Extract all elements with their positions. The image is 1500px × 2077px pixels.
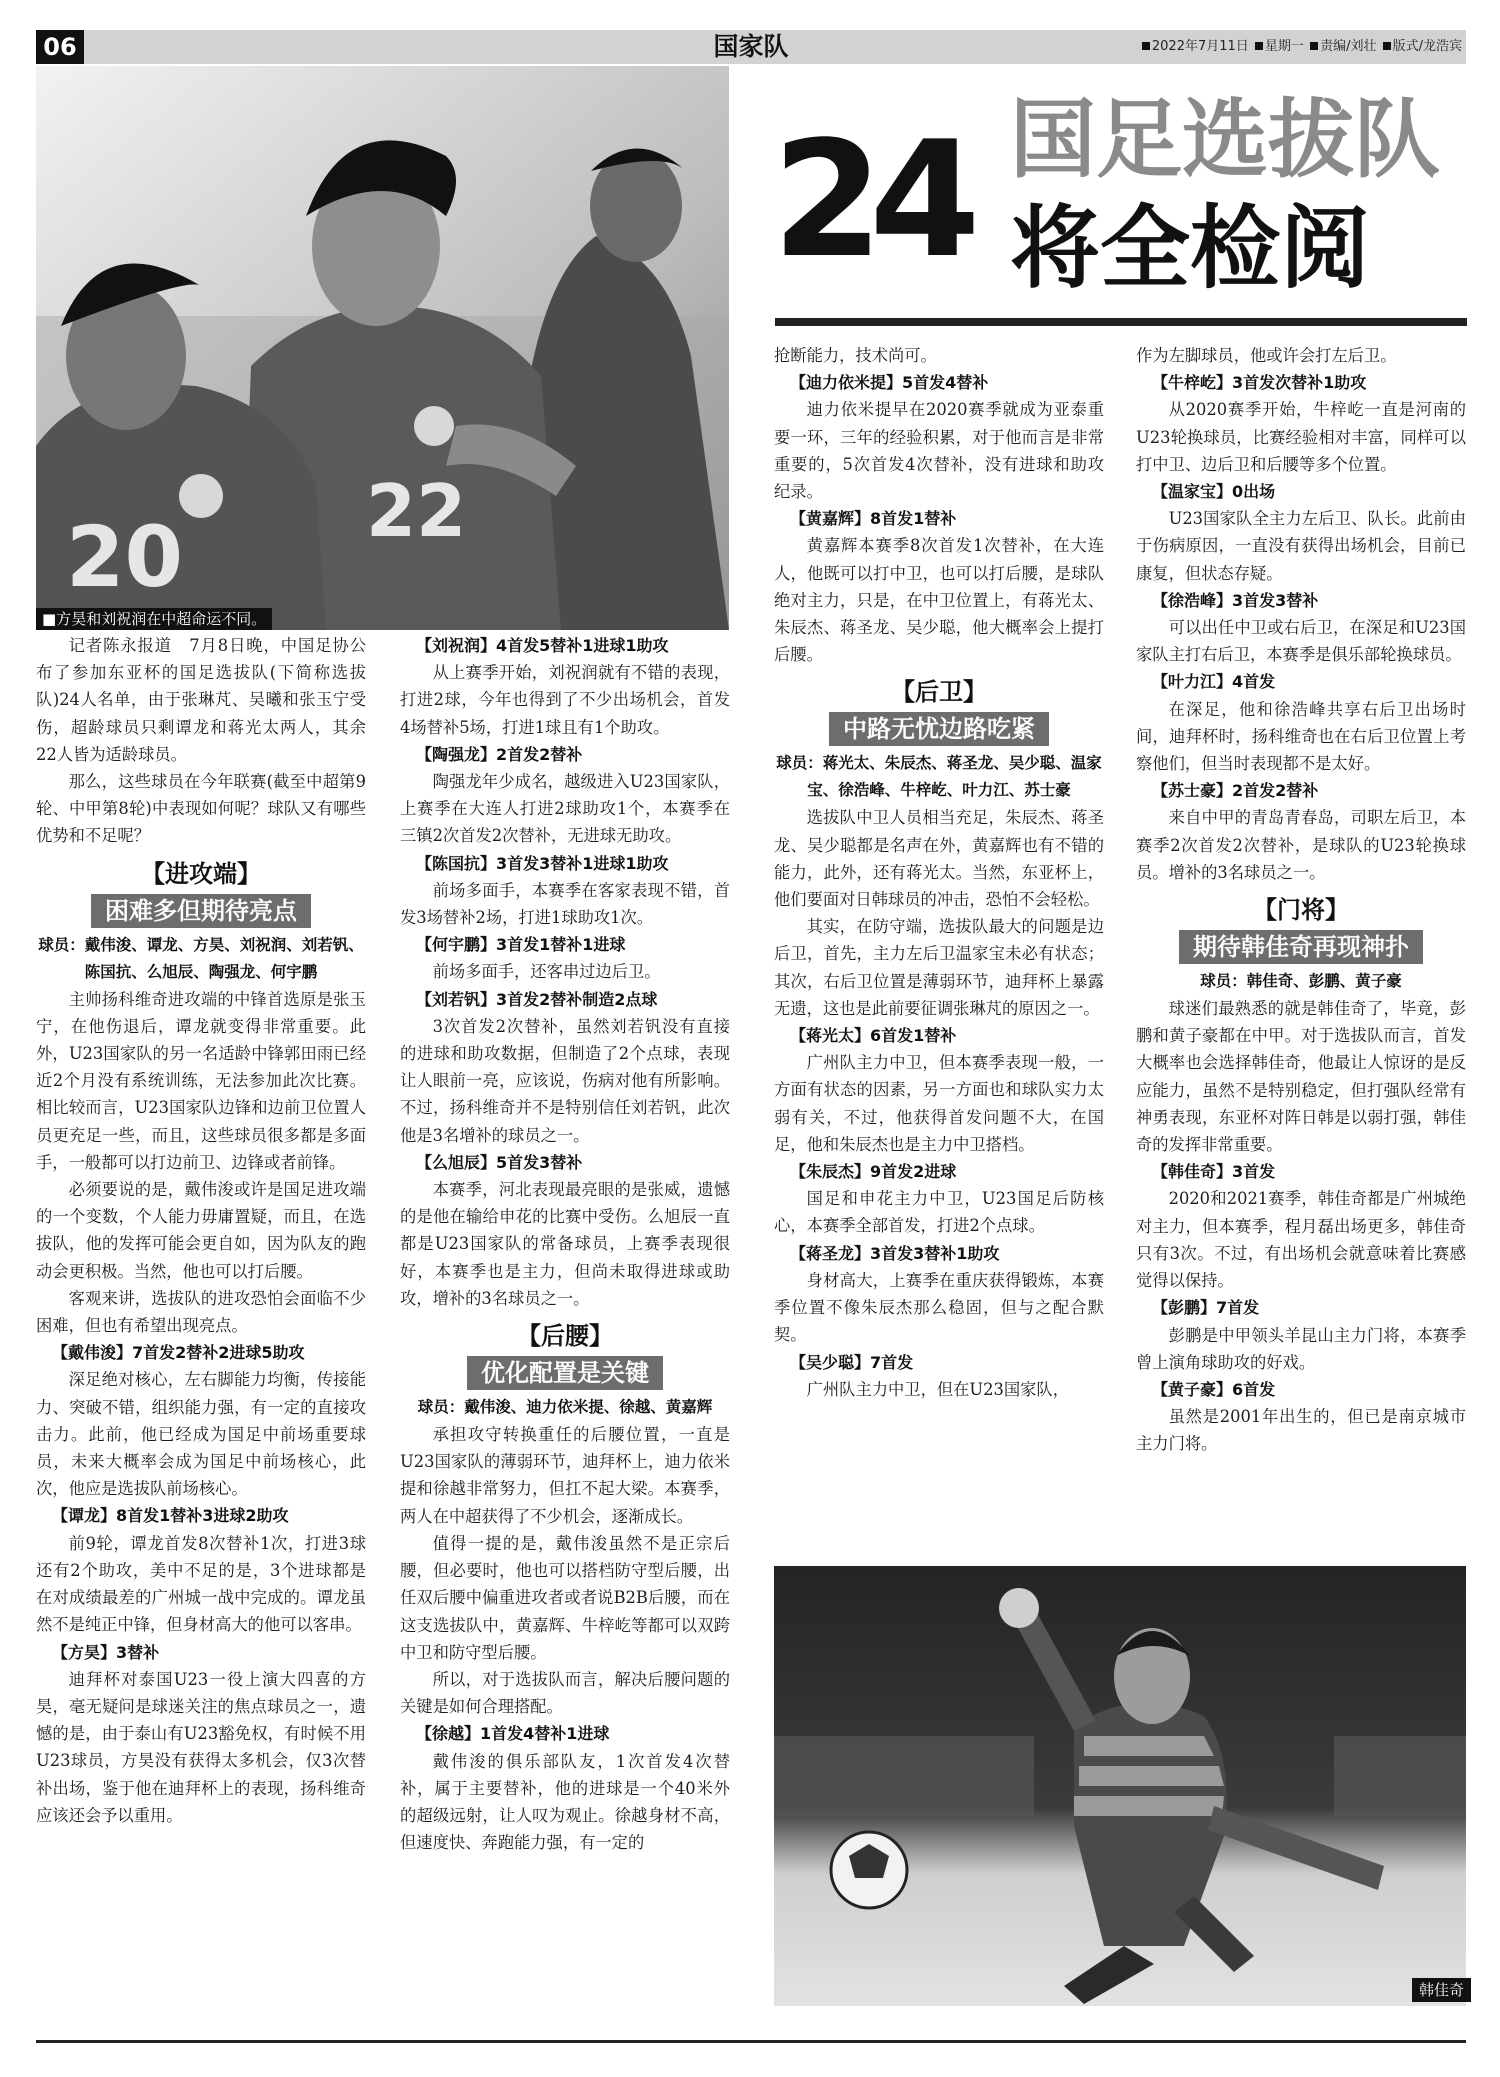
photo1-caption-text: 方昊和刘祝润在中超命运不同。 bbox=[56, 610, 267, 628]
player-list-midfield: 球员：戴伟浚、迪力依米提、徐越、黄嘉辉 bbox=[417, 1398, 713, 1417]
square-bullet-icon bbox=[1310, 42, 1318, 50]
player-heading: 【何宇鹏】3首发1替补1进球 bbox=[416, 935, 626, 955]
body-paragraph: 值得一提的是，戴伟浚虽然不是正宗后腰，但必要时，他也可以搭档防守型后腰，出任双后腰中偏重进攻者或者说B2B后腰，而在这支选拔队中，黄嘉辉、牛梓屹等都可以双跨中卫和防守型后腰。 bbox=[400, 1533, 730, 1662]
player-paragraph: 广州队主力中卫，但在U23国家队， bbox=[806, 1379, 1069, 1399]
player-paragraph: 从2020赛季开始，牛梓屹一直是河南的U23轮换球员，比赛经验相对丰富，同样可以打中卫、边后卫和后腰等多个位置。 bbox=[1136, 400, 1466, 474]
section-title-goalkeeper: 【门将】 bbox=[1253, 896, 1349, 925]
body-paragraph: 必须要说的是，戴伟浚或许是国足进攻端的一个变数，个人能力毋庸置疑，而且，在选拔队，他的发挥可能会更自如，因为队友的跑动会更积极。当然，他也可以打后腰。 bbox=[36, 1180, 366, 1281]
player-paragraph: 前场多面手，本赛季在客家表现不错，首发3场替补2场，打进1球助攻1次。 bbox=[400, 880, 730, 928]
section-bar-attack: 困难多但期待亮点 bbox=[91, 894, 311, 928]
body-paragraph: 其实，在防守端，选拔队最大的问题是边后卫，首先，主力左后卫温家宝未必有状态；其次，右后卫位置是薄弱环节，迪拜杯上暴露无遗，这也是此前要征调张琳芃的原因之一。 bbox=[774, 917, 1104, 1018]
player-heading: 【牛梓屹】3首发次替补1助攻 bbox=[1152, 373, 1367, 393]
goalkeeper-photo bbox=[774, 1566, 1466, 2006]
body-paragraph: 承担攻守转换重任的后腰位置，一直是U23国家队的薄弱环节，迪拜杯上，迪力依米提和徐越非常努力，但扛不起大梁。本赛季，两人在中超获得了不少机会，逐渐成长。 bbox=[400, 1425, 730, 1526]
body-paragraph: 主帅扬科维奇进攻端的中锋首选原是张玉宁，在他伤退后，谭龙就变得非常重要。此外，U23国家队的另一名适龄中锋郭田雨已经近2个月没有系统训练，无法参加此次比赛。相比较而言，U23国家队边锋和边前卫位置人员更充足一些，而且，这些球员很多都是多面手，一般都可以打边前卫、边锋或者前锋。 bbox=[36, 989, 366, 1172]
photo2-caption: 韩佳奇 bbox=[1412, 1978, 1471, 2002]
player-heading: 【陈国抗】3首发3替补1进球1助攻 bbox=[416, 853, 669, 873]
player-heading: 【苏士豪】2首发2替补 bbox=[1152, 781, 1319, 801]
body-paragraph: 球迷们最熟悉的就是韩佳奇了，毕竟，彭鹏和黄子豪都在中甲。对于选拔队而言，首发大概率也会选择韩佳奇，他最让人惊讶的是反应能力，虽然不是特别稳定，但打强队经常有神勇表现，东亚杯对阵日韩是以弱打强，韩佳奇的发挥非常重要。 bbox=[1136, 999, 1466, 1155]
player-paragraph: 迪拜杯对泰国U23一役上演大四喜的方昊，毫无疑问是球迷关注的焦点球员之一，遗憾的是，由于泰山有U23豁免权，有时候不用U23球员，方昊没有获得太多机会，仅3次替补出场，鉴于他在迪拜杯上的表现，扬科维奇应该还会予以重用。 bbox=[36, 1669, 366, 1825]
photo1-caption: ■方昊和刘祝润在中超命运不同。 bbox=[36, 608, 272, 630]
player-paragraph: 虽然是2001年出生的，但已是南京城市主力门将。 bbox=[1136, 1407, 1466, 1454]
issue-date: 2022年7月11日 bbox=[1151, 39, 1249, 54]
player-heading: 【刘祝润】4首发5替补1进球1助攻 bbox=[416, 636, 669, 655]
player-heading: 【叶力江】4首发 bbox=[1152, 672, 1276, 692]
player-paragraph: 前场多面手，还客串过边后卫。 bbox=[432, 962, 661, 982]
square-bullet-icon bbox=[1383, 42, 1391, 50]
headline-line1: 国足选拔队 bbox=[1010, 90, 1440, 190]
player-paragraph: 深足绝对核心，左右脚能力均衡，传接能力、突破不错，组织能力强，有一定的直接攻击力。此前，他已经成为国足中前场重要球员，未来大概率会成为国足中前场核心，此次，他应是选拔队前场核心。 bbox=[36, 1370, 366, 1499]
section-bar-defense: 中路无忧边路吃紧 bbox=[829, 712, 1049, 746]
player-paragraph: 戴伟浚的俱乐部队友，1次首发4次替补，属于主要替补，他的进球是一个40米外的超级远射，让人叹为观止。徐越身材不高，但速度快、奔跑能力强，有一定的 bbox=[400, 1751, 730, 1853]
headline-divider bbox=[775, 318, 1467, 326]
player-paragraph: 3次首发2次替补，虽然刘若钒没有直接的进球和助攻数据，但制造了2个点球，表现让人眼前一亮，应该说，伤病对他有所影响。不过，扬科维奇并不是特别信任刘若钒，此次他是3名增补的球员之一。 bbox=[400, 1016, 730, 1145]
player-heading: 【温家宝】0出场 bbox=[1152, 482, 1276, 502]
player-paragraph: 本赛季，河北表现最亮眼的是张威，遗憾的是他在输给申花的比赛中受伤。么旭辰一直都是U23国家队的常备球员，上赛季表现很好，本赛季也是主力，但尚未取得进球或助攻，增补的3名球员之一。 bbox=[400, 1180, 730, 1308]
square-bullet-icon bbox=[1142, 42, 1150, 50]
player-list-goalkeeper: 球员：韩佳奇、彭鹏、黄子豪 bbox=[1200, 972, 1402, 991]
article-column-4 bbox=[1136, 342, 1466, 1564]
issue-meta bbox=[1140, 30, 1462, 64]
player-heading: 【吴少聪】7首发 bbox=[790, 1352, 914, 1372]
issue-editor: 责编/刘壮 bbox=[1320, 39, 1377, 54]
player-heading: 【刘若钒】3首发2替补制造2点球 bbox=[416, 989, 658, 1009]
player-heading: 【韩佳奇】3首发 bbox=[1152, 1162, 1276, 1182]
player-paragraph: 来自中甲的青岛青春岛，司职左后卫，本赛季2次首发2次替补，是球队的U23轮换球员。增补的3名球员之一。 bbox=[1136, 808, 1466, 882]
lead-paragraph: 抢断能力，技术尚可。 bbox=[774, 346, 937, 365]
section-title-defense: 【后卫】 bbox=[891, 678, 987, 707]
player-heading: 【徐越】1首发4替补1进球 bbox=[416, 1724, 610, 1744]
issue-layout: 版式/龙浩宾 bbox=[1392, 39, 1462, 54]
player-heading: 【朱辰杰】9首发2进球 bbox=[790, 1162, 957, 1182]
player-heading: 【徐浩峰】3首发3替补 bbox=[1152, 590, 1319, 610]
body-paragraph: 所以，对于选拔队而言，解决后腰问题的关键是如何合理搭配。 bbox=[400, 1669, 730, 1717]
section-bar-midfield: 优化配置是关键 bbox=[467, 1356, 663, 1390]
player-heading: 【蒋光太】6首发1替补 bbox=[790, 1026, 957, 1046]
player-paragraph: 在深足，他和徐浩峰共享右后卫出场时间，迪拜杯时，扬科维奇也在右后卫位置上考察他们，但当时表现都不是太好。 bbox=[1136, 699, 1466, 774]
page-header bbox=[36, 30, 1466, 64]
players-celebration-photo bbox=[36, 66, 729, 630]
player-heading: 【陶强龙】2首发2替补 bbox=[416, 744, 583, 764]
body-paragraph: 选拔队中卫人员相当充足，朱辰杰、蒋圣龙、吴少聪都是名声在外，黄嘉辉也有不错的能力，此外，还有蒋光太。当然，东亚杯上，他们要面对日韩球员的冲击，恐怕不会轻松。 bbox=[774, 808, 1104, 910]
body-paragraph: 客观来讲，选拔队的进攻恐怕会面临不少困难，但也有希望出现亮点。 bbox=[36, 1288, 366, 1336]
player-paragraph: 陶强龙年少成名，越级进入U23国家队，上赛季在大连人打进2球助攻1个，本赛季在三镇2次首发2次替补，无进球无助攻。 bbox=[400, 772, 730, 846]
article-column-1 bbox=[36, 632, 366, 2042]
player-paragraph: 可以出任中卫或右后卫，在深足和U23国家队主打右后卫，本赛季是俱乐部轮换球员。 bbox=[1136, 618, 1466, 665]
player-paragraph: 身材高大，上赛季在重庆获得锻炼，本赛季位置不像朱辰杰那么稳固，但与之配合默契。 bbox=[774, 1270, 1104, 1345]
player-paragraph: 广州队主力中卫，但本赛季表现一般，一方面有状态的因素，另一方面也和球队实力太弱有关，不过，他获得首发问题不大，在国足，他和朱辰杰也是主力中卫搭档。 bbox=[774, 1053, 1104, 1154]
section-name: 国家队 bbox=[713, 32, 789, 61]
player-paragraph: U23国家队全主力左后卫、队长。此前由于伤病原因，一直没有获得出场机会，目前已康复，但状态存疑。 bbox=[1136, 509, 1466, 583]
player-heading: 【彭鹏】7首发 bbox=[1152, 1298, 1260, 1318]
svg-text:20: 20 bbox=[66, 508, 183, 606]
bottom-divider bbox=[36, 2040, 1466, 2043]
section-title-attack: 【进攻端】 bbox=[141, 859, 261, 888]
player-list-attack: 球员：戴伟浚、谭龙、方昊、刘祝润、刘若钒、陈国抗、么旭辰、陶强龙、何宇鹏 bbox=[38, 935, 364, 981]
page-number: 06 bbox=[36, 30, 84, 64]
section-title-midfield: 【后腰】 bbox=[517, 1322, 613, 1351]
intro-paragraph-2: 那么，这些球员在今年联赛(截至中超第9轮、中甲第8轮)中表现如何呢？球队又有哪些优势和不足呢？ bbox=[36, 772, 366, 846]
intro-paragraph-1: 记者陈永报道 7月8日晚，中国足协公布了参加东亚杯的国足选拔队(下简称选拔队)24人名单，由于张琳芃、吴曦和张玉宁受伤，超龄球员只剩谭龙和蒋光太两人，其余22人皆为适龄球员。 bbox=[36, 636, 366, 764]
player-paragraph: 国足和申花主力中卫，U23国足后防核心，本赛季全部首发，打进2个点球。 bbox=[774, 1189, 1104, 1236]
player-heading: 【么旭辰】5首发3替补 bbox=[416, 1152, 583, 1172]
player-paragraph: 彭鹏是中甲领头羊昆山主力门将，本赛季曾上演角球助攻的好戏。 bbox=[1136, 1325, 1466, 1372]
player-paragraph: 迪力依米提早在2020赛季就成为亚泰重要一环，三年的经验积累，对于他而言是非常重要的，5次首发4次替补，没有进球和助攻纪录。 bbox=[774, 400, 1104, 502]
headline-line2: 将全检阅 bbox=[1010, 196, 1370, 301]
player-paragraph: 黄嘉辉本赛季8次首发1次替补，在大连人，他既可以打中卫，也可以打后腰，是球队绝对主力，只是，在中卫位置上，有蒋光太、朱辰杰、蒋圣龙、吴少聪，他大概率会上提打后腰。 bbox=[774, 536, 1104, 665]
square-bullet-icon bbox=[1255, 42, 1263, 50]
player-paragraph: 前9轮，谭龙首发8次替补1次，打进3球还有2个助攻，美中不足的是，3个进球都是在对成绩最差的广州城一战中完成的。谭龙虽然不是纯正中锋，但身材高大的他可以客串。 bbox=[36, 1533, 366, 1635]
player-list-defense: 球员：蒋光太、朱辰杰、蒋圣龙、吴少聪、温家宝、徐浩峰、牛梓屹、叶力江、苏士豪 bbox=[776, 754, 1102, 800]
player-heading: 【迪力依米提】5首发4替补 bbox=[790, 373, 989, 393]
player-heading: 【谭龙】8首发1替补3进球2助攻 bbox=[52, 1506, 289, 1526]
article-column-2 bbox=[400, 632, 730, 2042]
headline-number: 24 bbox=[772, 106, 967, 293]
player-paragraph: 从上赛季开始，刘祝润就有不错的表现，打进2球，今年也得到了不少出场机会，首发4场替补5场，打进1球且有1个助攻。 bbox=[400, 663, 730, 737]
svg-text:22: 22 bbox=[366, 469, 467, 553]
player-heading: 【方昊】3替补 bbox=[52, 1642, 160, 1662]
player-heading: 【黄子豪】6首发 bbox=[1152, 1379, 1276, 1399]
section-bar-goalkeeper: 期待韩佳奇再现神扑 bbox=[1179, 930, 1423, 964]
article-column-3 bbox=[774, 342, 1104, 1564]
player-heading: 【黄嘉辉】8首发1替补 bbox=[790, 509, 957, 529]
player-heading: 【戴伟浚】7首发2替补2进球5助攻 bbox=[52, 1343, 305, 1363]
issue-weekday: 星期一 bbox=[1264, 39, 1304, 54]
player-paragraph: 2020和2021赛季，韩佳奇都是广州城绝对主力，但本赛季，程月磊出场更多，韩佳奇只有3次。不过，有出场机会就意味着比赛感觉得以保持。 bbox=[1136, 1189, 1466, 1291]
player-heading: 【蒋圣龙】3首发3替补1助攻 bbox=[790, 1243, 1000, 1263]
lead-paragraph: 作为左脚球员，他或许会打左后卫。 bbox=[1136, 346, 1397, 365]
